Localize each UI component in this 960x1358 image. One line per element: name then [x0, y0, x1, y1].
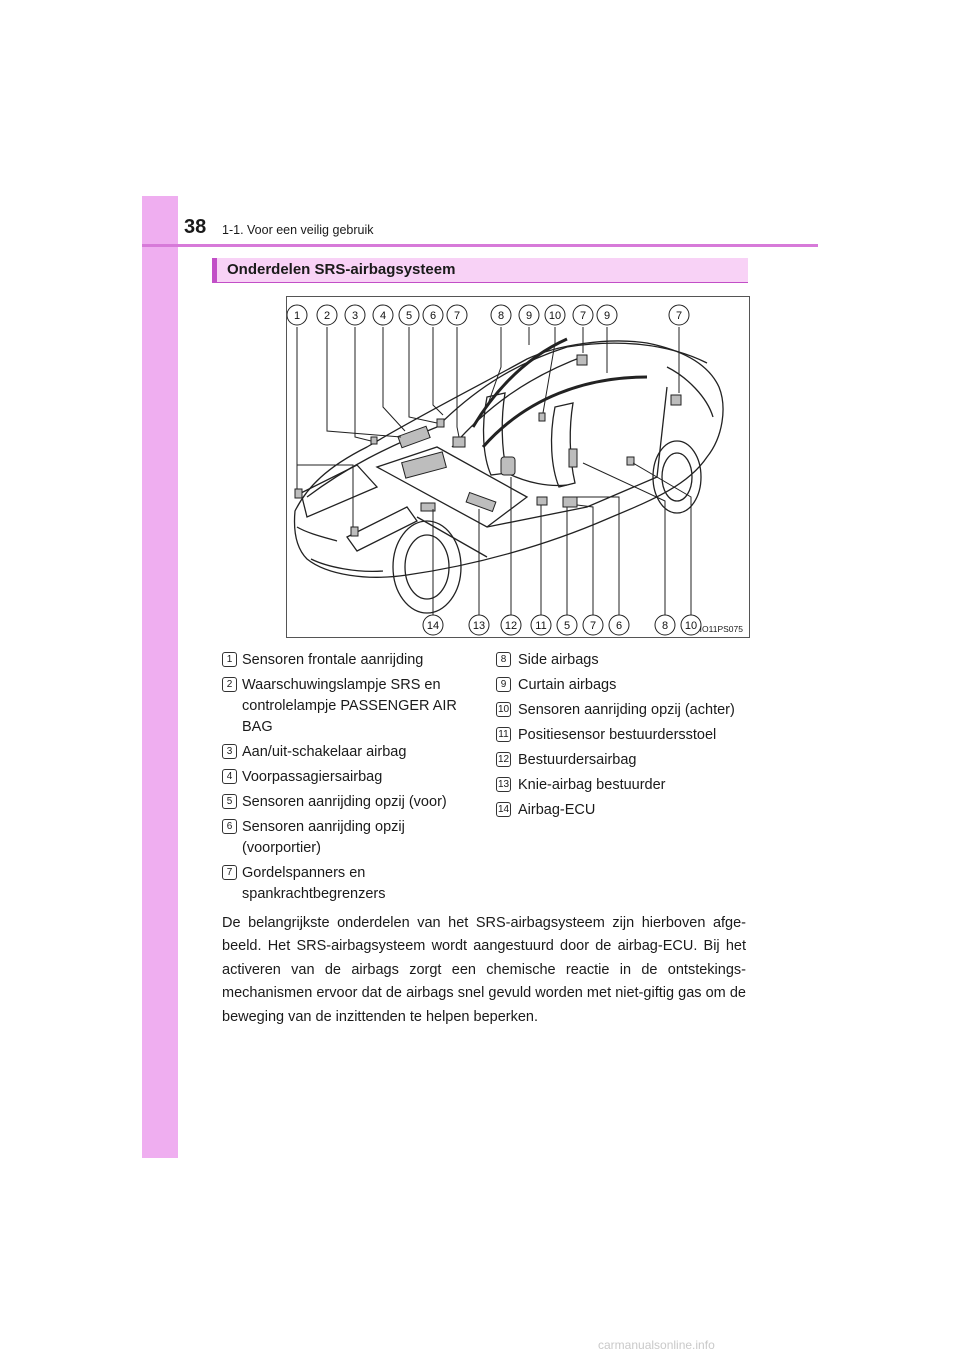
- legend-text: Bestuurdersairbag: [518, 752, 637, 768]
- legend-item: [496, 650, 750, 671]
- legend-item: [222, 767, 466, 788]
- callout-bottom: 5: [563, 620, 571, 632]
- legend-number: 2: [222, 677, 237, 692]
- callout-top: 10: [548, 310, 562, 322]
- body-paragraph: De belangrijkste onderdelen van het SRS-airbagsysteem zijn hierboven afge-beeld. Het SRS-airbagsysteem wordt aangestuurd door de airbag-ECU. Bij het activeren van de airbags zorgt een chemische reactie in de ontstekings-mechanismen ervoor dat de airbags snel gevuld worden met niet-giftig gas om de beweging van de inzittenden te helpen beperken.: [222, 915, 746, 1025]
- callout-bottom: 8: [661, 620, 669, 632]
- legend-number: 14: [497, 804, 510, 815]
- callout-top: 2: [323, 310, 331, 322]
- callout-top: 7: [453, 310, 461, 322]
- header-rule: [142, 244, 818, 247]
- legend-text: Voorpassagiersairbag: [242, 769, 383, 785]
- running-head: 1-1. Voor een veilig gebruik: [222, 223, 374, 237]
- section-heading-box: [212, 258, 748, 282]
- legend-number: 13: [497, 779, 510, 790]
- figure-code: IO11PS075: [699, 624, 743, 634]
- legend-number: 6: [222, 819, 237, 834]
- callout-bottom: 13: [472, 620, 486, 632]
- callout-bottom: 7: [589, 620, 597, 632]
- legend-item: [496, 700, 750, 721]
- legend-number: 4: [222, 769, 237, 784]
- legend-item: [222, 650, 466, 671]
- legend-text: Curtain airbags: [518, 677, 617, 693]
- callout-top: 7: [675, 310, 683, 322]
- callout-bottom: 11: [535, 620, 547, 632]
- callout-top: 5: [405, 310, 413, 322]
- legend-item: [496, 775, 750, 796]
- legend-item: [222, 792, 466, 813]
- legend-item: [222, 675, 466, 738]
- legend-number: 5: [222, 794, 237, 809]
- legend-item: [222, 817, 466, 859]
- legend-item: [496, 725, 750, 746]
- legend-text: Sensoren aanrijding opzij (voor): [242, 794, 447, 810]
- legend-text: Gordelspanners en spankrachtbegrenzers: [242, 865, 386, 902]
- legend-number: 8: [496, 652, 511, 667]
- legend-item: [496, 750, 750, 771]
- section-underline: [212, 282, 748, 283]
- legend-text: Side airbags: [518, 652, 599, 668]
- legend-text: Waarschuwingslampje SRS en controlelampje PASSENGER AIR BAG: [242, 677, 457, 735]
- legend-left-column: [222, 650, 466, 909]
- legend-number: 10: [497, 704, 510, 715]
- callout-top: 9: [525, 310, 533, 322]
- callout-bottom: 6: [615, 620, 623, 632]
- legend-item: [496, 800, 750, 821]
- legend-item: [222, 742, 466, 763]
- legend-text: Knie-airbag bestuurder: [518, 777, 666, 793]
- legend-text: Sensoren frontale aanrijding: [242, 652, 424, 668]
- legend-text: Airbag-ECU: [518, 802, 596, 818]
- legend-right-column: [496, 650, 750, 825]
- watermark: carmanualsonline.info: [598, 1338, 715, 1352]
- legend-number: 1: [222, 652, 237, 667]
- legend-text: Sensoren aanrijding opzij (voorportier): [242, 819, 405, 856]
- callout-top: 6: [429, 310, 437, 322]
- callout-bottom: 12: [504, 620, 518, 632]
- callout-top: 8: [497, 310, 505, 322]
- callout-top: 7: [579, 310, 587, 322]
- legend-number: 9: [496, 677, 511, 692]
- callout-top: 4: [379, 310, 387, 322]
- section-title: Onderdelen SRS-airbagsysteem: [227, 261, 456, 278]
- callout-top: 3: [351, 310, 359, 322]
- legend-text: Sensoren aanrijding opzij (achter): [518, 702, 735, 718]
- callout-top: 9: [603, 310, 611, 322]
- airbag-diagram-figure: [286, 296, 750, 638]
- callout-bottom: 10: [684, 620, 698, 632]
- car-airbag-illustration: [287, 297, 749, 637]
- page-number: 38: [184, 216, 207, 238]
- chapter-side-band: [142, 196, 178, 1158]
- legend-number: 3: [222, 744, 237, 759]
- legend-item: [222, 863, 466, 905]
- legend-text: Positiesensor bestuurdersstoel: [518, 727, 717, 743]
- legend-item: [496, 675, 750, 696]
- callout-top: 1: [293, 310, 301, 322]
- legend-text: Aan/uit-schakelaar airbag: [242, 744, 407, 760]
- callout-bottom: 14: [426, 620, 440, 632]
- legend-number: 7: [222, 865, 237, 880]
- legend-number: 11: [496, 727, 511, 742]
- legend-number: 12: [497, 754, 510, 765]
